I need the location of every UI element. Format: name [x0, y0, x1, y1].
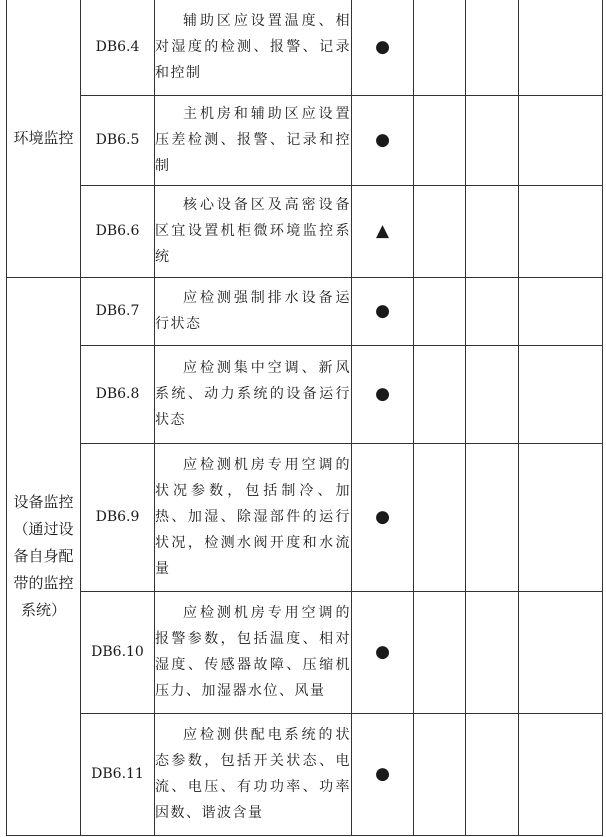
table-row — [7, 95, 603, 185]
requirement-text: 应检测强制排水设备运行状态 — [155, 277, 352, 345]
empty-cell — [414, 591, 466, 713]
table-row — [7, 591, 603, 713]
table-row — [7, 713, 603, 835]
table-row — [7, 277, 603, 345]
table-row — [7, 443, 603, 591]
empty-cell — [519, 591, 603, 713]
empty-cell — [414, 713, 466, 835]
empty-cell — [414, 95, 466, 185]
empty-cell — [519, 0, 603, 95]
empty-cell — [519, 345, 603, 443]
requirement-text: 应检测机房专用空调的报警参数，包括温度、相对湿度、传感器故障、压缩机压力、加湿器水位、风量 — [155, 591, 352, 713]
empty-cell — [519, 185, 603, 277]
requirement-text: 应检测供配电系统的状态参数，包括开关状态、电流、电压、有功功率、功率因数、谐波含量 — [155, 713, 352, 835]
clause-code: DB6.4 — [81, 0, 155, 95]
requirement-text: 应检测集中空调、新风系统、动力系统的设备运行状态 — [155, 345, 352, 443]
clause-code: DB6.5 — [81, 95, 155, 185]
table-row — [7, 345, 603, 443]
clause-code: DB6.6 — [81, 185, 155, 277]
requirement-level-mark: ● — [352, 0, 414, 95]
empty-cell — [519, 713, 603, 835]
requirement-text: 主机房和辅助区应设置压差检测、报警、记录和控制 — [155, 95, 352, 185]
requirements-table — [6, 0, 603, 836]
requirement-level-mark: ● — [352, 713, 414, 835]
requirement-level-mark: ● — [352, 277, 414, 345]
category-cell-equipment: 设备监控（通过设备自身配带的监控系统） — [7, 277, 81, 835]
clause-code: DB6.8 — [81, 345, 155, 443]
clause-code: DB6.11 — [81, 713, 155, 835]
requirement-level-mark: ● — [352, 443, 414, 591]
empty-cell — [466, 443, 519, 591]
requirement-level-mark: ▲ — [352, 185, 414, 277]
clause-code: DB6.7 — [81, 277, 155, 345]
empty-cell — [466, 345, 519, 443]
table-row — [7, 0, 603, 95]
category-cell-environment: 环境监控 — [7, 0, 81, 277]
clause-code: DB6.9 — [81, 443, 155, 591]
empty-cell — [466, 185, 519, 277]
requirement-text: 辅助区应设置温度、相对湿度的检测、报警、记录和控制 — [155, 0, 352, 95]
empty-cell — [466, 713, 519, 835]
empty-cell — [466, 95, 519, 185]
requirement-level-mark: ● — [352, 95, 414, 185]
empty-cell — [466, 277, 519, 345]
requirement-text: 核心设备区及高密设备区宜设置机柜微环境监控系统 — [155, 185, 352, 277]
empty-cell — [414, 345, 466, 443]
empty-cell — [414, 185, 466, 277]
clause-code: DB6.10 — [81, 591, 155, 713]
requirement-level-mark: ● — [352, 345, 414, 443]
empty-cell — [414, 277, 466, 345]
empty-cell — [519, 443, 603, 591]
empty-cell — [466, 0, 519, 95]
requirement-text: 应检测机房专用空调的状况参数，包括制冷、加热、加湿、除湿部件的运行状况，检测水阀开度和水流量 — [155, 443, 352, 591]
empty-cell — [466, 591, 519, 713]
empty-cell — [519, 95, 603, 185]
empty-cell — [414, 0, 466, 95]
table-row — [7, 185, 603, 277]
empty-cell — [519, 277, 603, 345]
requirement-level-mark: ● — [352, 591, 414, 713]
empty-cell — [414, 443, 466, 591]
